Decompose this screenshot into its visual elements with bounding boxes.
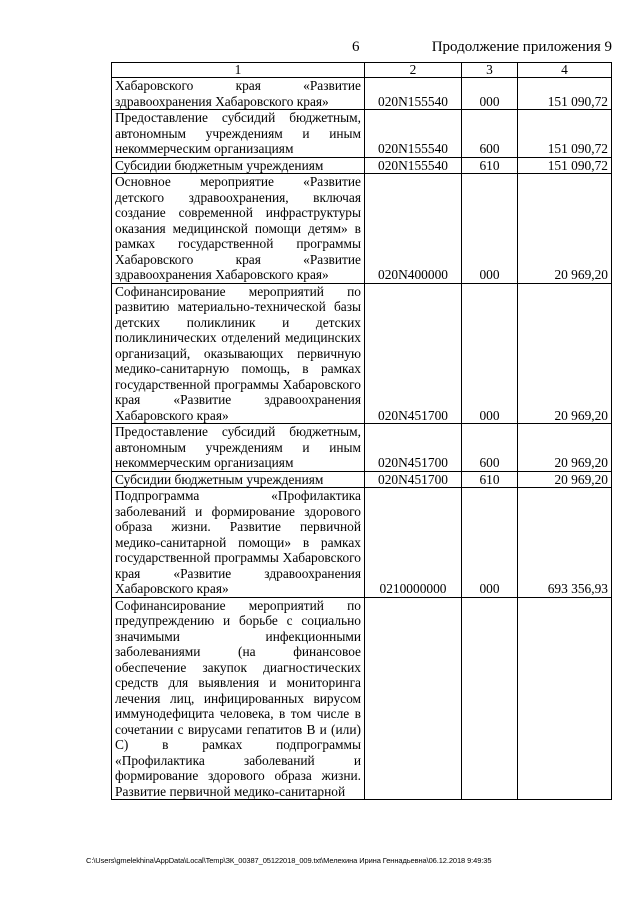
row-type: 000 <box>462 78 518 110</box>
column-number-2: 2 <box>365 63 462 78</box>
row-code: 0210000000 <box>365 488 462 598</box>
column-number-4: 4 <box>518 63 612 78</box>
row-code: 020N451700 <box>365 471 462 488</box>
table-row <box>112 283 612 424</box>
row-sum: 151 090,72 <box>518 157 612 174</box>
table-row <box>112 424 612 472</box>
column-number-1: 1 <box>112 63 365 78</box>
row-name: Предоставление субсидий бюджетным, автономным учреждениям и иным некоммерческим организациям <box>112 424 365 472</box>
row-name: Субсидии бюджетным учреждениям <box>112 471 365 488</box>
page-number: 6 <box>352 39 360 55</box>
budget-table <box>111 62 612 800</box>
row-code: 020N451700 <box>365 424 462 472</box>
row-type: 000 <box>462 283 518 424</box>
table-row <box>112 471 612 488</box>
row-name: Софинансирование мероприятий по развитию материально-технической базы детских поликлиник и детских поликлинических отделений медицинских организаций, оказывающих первичную медико-санитарную помощь, в рамках государственной программы Хабаровского края «Развитие здравоохранения Хабаровского края» <box>112 283 365 424</box>
row-name: Подпрограмма «Профилактика заболеваний и формирование здорового образа жизни. Развитие первичной медико-санитарной помощи» в рамках государственной программы Хабаровского края «Развитие здравоохранения Хабаровского края» <box>112 488 365 598</box>
row-sum: 693 356,93 <box>518 488 612 598</box>
row-sum: 20 969,20 <box>518 471 612 488</box>
row-sum: 20 969,20 <box>518 283 612 424</box>
continuation-label: Продолжение приложения 9 <box>431 39 612 55</box>
row-code: 020N451700 <box>365 283 462 424</box>
row-code: 020N155540 <box>365 110 462 158</box>
row-code: 020N155540 <box>365 78 462 110</box>
table-row <box>112 110 612 158</box>
row-sum <box>518 597 612 800</box>
footer-file-path: C:\Users\gmelekhina\AppData\Local\Temp\ЗК_00387_05122018_009.txt\Мелехина Ирина Геннадьевна\06.12.2018 9:49:35 <box>86 856 492 865</box>
table-row <box>112 174 612 284</box>
row-type: 000 <box>462 488 518 598</box>
row-type: 000 <box>462 174 518 284</box>
row-type: 610 <box>462 157 518 174</box>
table-row <box>112 597 612 800</box>
column-number-row <box>112 63 612 78</box>
row-name: Предоставление субсидий бюджетным, автономным учреждениям и иным некоммерческим организациям <box>112 110 365 158</box>
row-name: Основное мероприятие «Развитие детского здравоохранения, включая создание современной инфраструктуры оказания медицинской помощи детям» в рамках государственной программы Хабаровского края «Развитие здравоохранения Хабаровского края» <box>112 174 365 284</box>
row-name: Субсидии бюджетным учреждениям <box>112 157 365 174</box>
row-type: 600 <box>462 424 518 472</box>
row-code: 020N400000 <box>365 174 462 284</box>
row-name: Хабаровского края «Развитие здравоохранения Хабаровского края» <box>112 78 365 110</box>
row-sum: 151 090,72 <box>518 78 612 110</box>
row-sum: 151 090,72 <box>518 110 612 158</box>
column-number-3: 3 <box>462 63 518 78</box>
row-name: Софинансирование мероприятий по предупреждению и борьбе с социально значимыми инфекционными заболеваниями (на финансовое обеспечение закупок диагностических средств для выявления и мониторинга лечения лиц, инфицированных вирусом иммунодефицита человека, в том числе в сочетании с вирусами гепатитов B и (или) C) в рамках подпрограммы «Профилактика заболеваний и формирование здорового образа жизни. Развитие первичной медико-санитарной <box>112 597 365 800</box>
table-row <box>112 78 612 110</box>
row-type: 610 <box>462 471 518 488</box>
table-row <box>112 488 612 598</box>
row-sum: 20 969,20 <box>518 174 612 284</box>
row-code <box>365 597 462 800</box>
row-type: 600 <box>462 110 518 158</box>
table-row <box>112 157 612 174</box>
row-sum: 20 969,20 <box>518 424 612 472</box>
row-code: 020N155540 <box>365 157 462 174</box>
row-type <box>462 597 518 800</box>
